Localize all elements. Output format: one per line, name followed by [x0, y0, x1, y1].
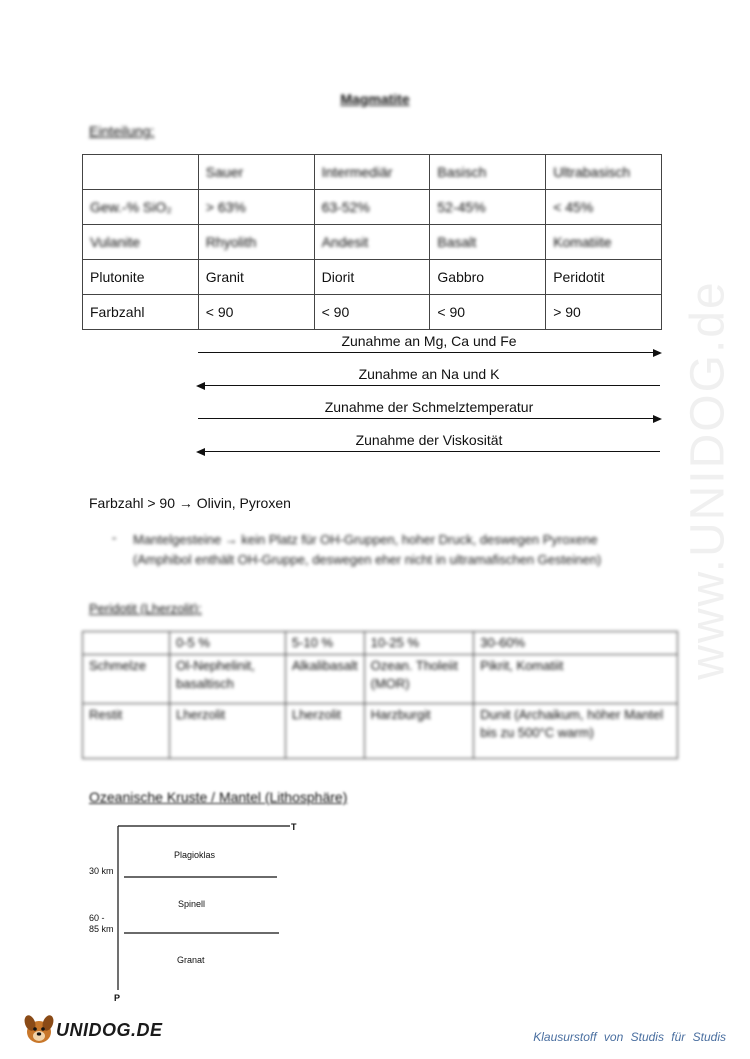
farbzahl-note: Farbzahl > 90 → Olivin, Pyroxen	[89, 495, 291, 511]
table-cell: Pikrit, Komatiit	[474, 655, 678, 704]
table-header-row	[83, 632, 678, 655]
table-cell: Restit	[83, 704, 170, 759]
ozean-heading: Ozeanische Kruste / Mantel (Lithosphäre)	[89, 789, 348, 805]
arrow-right-icon	[653, 349, 662, 357]
peridotit-heading: Peridotit (Lherzolit):	[89, 601, 202, 616]
dog-icon	[22, 1012, 56, 1046]
arrow-label: Zunahme an Na und K	[358, 366, 500, 382]
table-cell: 63-52%	[314, 190, 430, 225]
arrow-line	[198, 418, 660, 419]
axis-label-t: T	[291, 822, 297, 832]
table-cell: < 90	[314, 295, 430, 330]
table-cell: Intermediär	[314, 155, 430, 190]
classification-table	[82, 154, 662, 330]
depth-label-85km: 85 km	[89, 924, 114, 934]
table-cell: Diorit	[314, 260, 430, 295]
table-cell: Ozean. Tholeiit (MOR)	[364, 655, 474, 704]
table-header-row	[83, 155, 662, 190]
table-cell: < 45%	[546, 190, 662, 225]
arrow-label: Zunahme der Schmelztemperatur	[324, 399, 534, 415]
trend-arrow-na-k	[198, 366, 660, 386]
logo-text: UNIDOG.DE	[56, 1020, 163, 1040]
arrow-line	[198, 352, 660, 353]
arrow-left-icon	[196, 382, 205, 390]
layer-label-spinell: Spinell	[178, 899, 206, 909]
table-row	[83, 190, 662, 225]
table-cell	[83, 632, 170, 655]
table-cell: 10-25 %	[364, 632, 474, 655]
table-cell: Schmelze	[83, 655, 170, 704]
table-cell: Ol-Nephelinit, basaltisch	[170, 655, 286, 704]
table-cell: Sauer	[198, 155, 314, 190]
table-cell: Dunit (Archaikum, höher Mantel bis zu 500°C warm)	[474, 704, 678, 759]
table-cell: Peridotit	[546, 260, 662, 295]
bullet-dash: -	[112, 530, 117, 545]
table-cell: Andesit	[314, 225, 430, 260]
lithosphere-diagram	[80, 818, 310, 1008]
table-cell: Lherzolit	[170, 704, 286, 759]
axis-label-p: P	[114, 993, 121, 1003]
table-cell: Basisch	[430, 155, 546, 190]
table-cell: 52-45%	[430, 190, 546, 225]
table-cell: 30-60%	[474, 632, 678, 655]
trend-arrow-viskositaet	[198, 432, 660, 452]
arrow-line	[198, 385, 660, 386]
arrow-label: Zunahme an Mg, Ca und Fe	[341, 333, 517, 349]
footer-slogan: Klausurstoff von Studis für Studis	[533, 1030, 726, 1044]
table-cell: 0-5 %	[170, 632, 286, 655]
depth-label-30km: 30 km	[89, 866, 114, 876]
arrow-left-icon	[196, 448, 205, 456]
table-cell: Gew.-% SiO₂	[83, 190, 199, 225]
depth-label-60: 60 -	[89, 913, 105, 923]
table-row	[83, 295, 662, 330]
einteilung-heading: Einteilung:	[89, 123, 155, 139]
table-cell: Lherzolit	[285, 704, 364, 759]
table-cell: Komatiite	[546, 225, 662, 260]
trend-arrow-mg-ca-fe	[198, 333, 660, 353]
table-row	[83, 225, 662, 260]
table-row	[83, 655, 678, 704]
table-cell: Rhyolith	[198, 225, 314, 260]
page-title: Magmatite	[340, 91, 410, 107]
table-cell: 5-10 %	[285, 632, 364, 655]
layer-label-granat: Granat	[177, 955, 205, 965]
table-cell	[83, 155, 199, 190]
bullet-text: Mantelgesteine → kein Platz für OH-Gruppen, hoher Druck, deswegen Pyroxene (Amphibol enthält OH-Gruppe, deswegen eher nicht in ultramafischen Gesteinen)	[133, 532, 602, 567]
table-cell: > 63%	[198, 190, 314, 225]
table-cell: > 90	[546, 295, 662, 330]
table-row	[83, 260, 662, 295]
table-cell: Farbzahl	[83, 295, 199, 330]
trend-arrow-schmelztemperatur	[198, 399, 660, 419]
table-cell: Plutonite	[83, 260, 199, 295]
arrow-label: Zunahme der Viskosität	[355, 432, 503, 448]
layer-label-plagioklas: Plagioklas	[174, 850, 216, 860]
table-cell: Alkalibasalt	[285, 655, 364, 704]
table-cell: Vulanite	[83, 225, 199, 260]
table-cell: Ultrabasisch	[546, 155, 662, 190]
table-cell: Harzburgit	[364, 704, 474, 759]
table-cell: < 90	[430, 295, 546, 330]
diagram-lines	[80, 818, 310, 1008]
peridotit-table	[82, 631, 678, 759]
table-cell: Granit	[198, 260, 314, 295]
arrow-right-icon	[653, 415, 662, 423]
table-cell: Gabbro	[430, 260, 546, 295]
arrow-line	[198, 451, 660, 452]
table-row	[83, 704, 678, 759]
unidog-logo	[22, 1012, 163, 1048]
table-cell: Basalt	[430, 225, 546, 260]
table-cell: < 90	[198, 295, 314, 330]
watermark: www.UNIDOG.de	[681, 280, 735, 680]
